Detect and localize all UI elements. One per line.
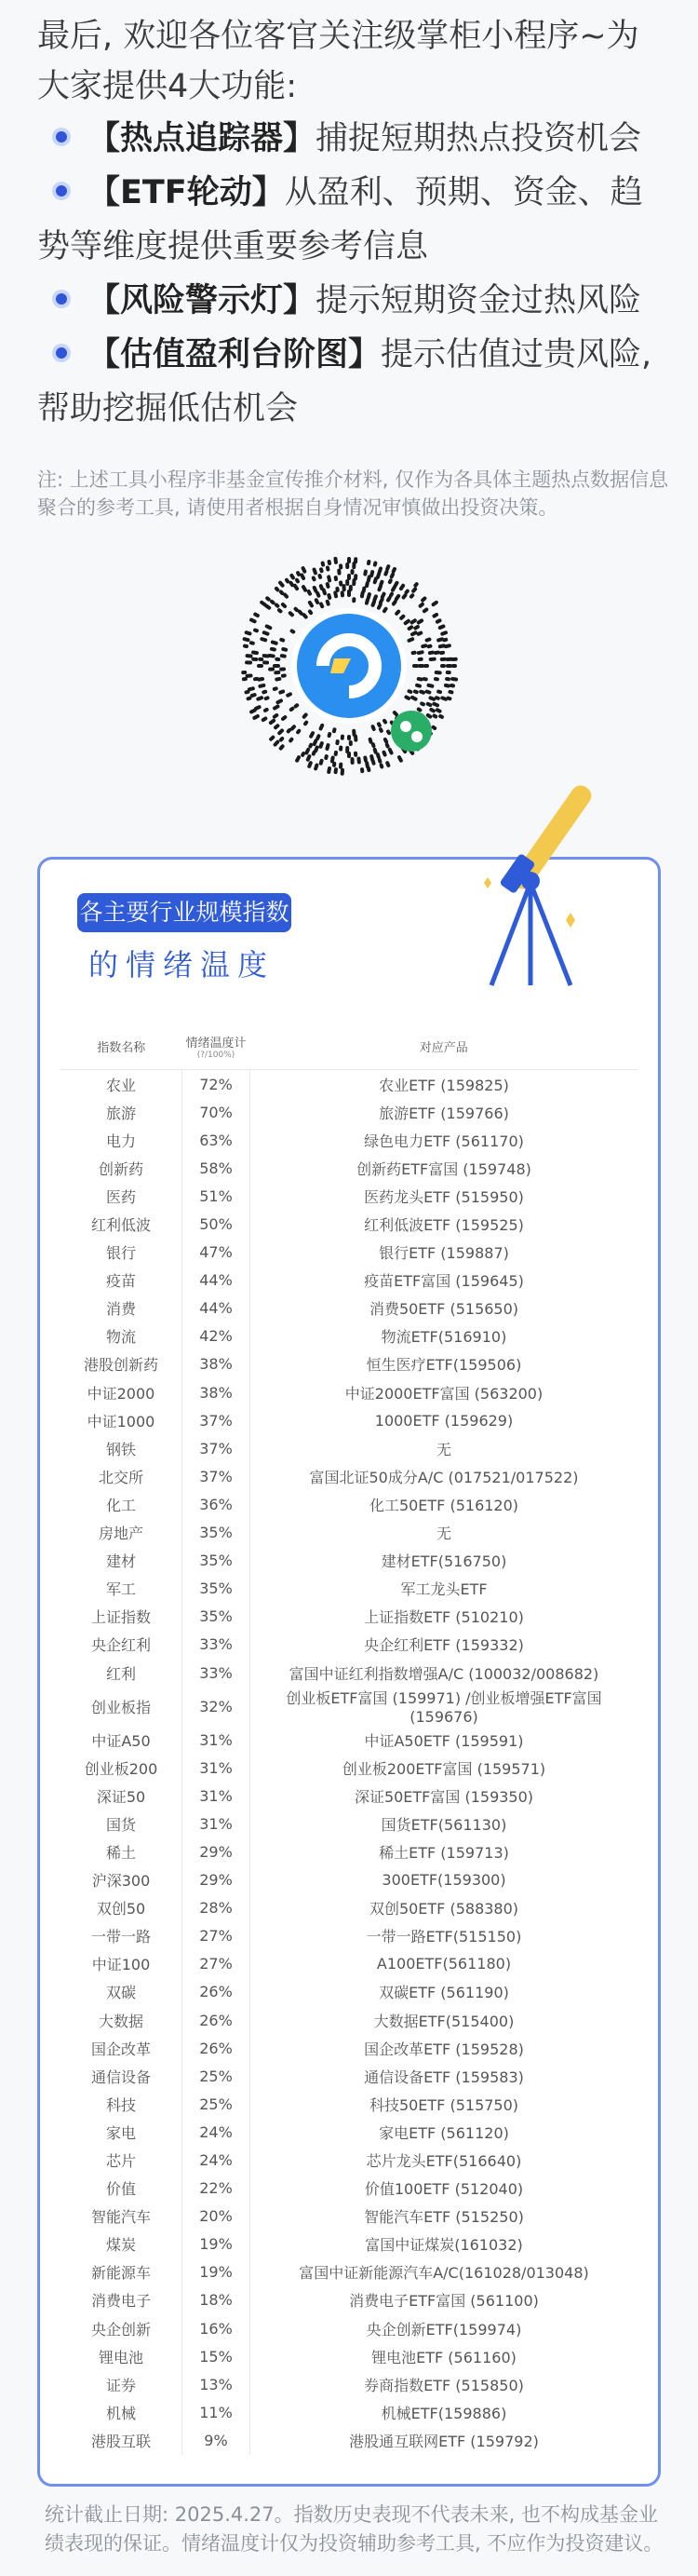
feature-desc: 从盈利、预期、资金、趋势等维度提供重要参考信息 bbox=[37, 174, 643, 265]
table-row bbox=[60, 2062, 638, 2090]
temperature-cell: 58% bbox=[182, 1154, 250, 1182]
table-row bbox=[60, 2398, 638, 2426]
table-row bbox=[60, 2342, 638, 2370]
temperature-cell: 31% bbox=[182, 1782, 250, 1810]
product-cell: 国货ETF(561130) bbox=[381, 1815, 507, 1834]
temperature-cell: 29% bbox=[182, 1837, 250, 1865]
product-cell: 旅游ETF (159766) bbox=[379, 1104, 509, 1122]
table-row bbox=[60, 1978, 638, 2006]
feature-title: 【热点追踪器】 bbox=[87, 120, 316, 157]
index-name-cell: 房地产 bbox=[98, 1525, 143, 1543]
table-row bbox=[60, 2426, 638, 2454]
temperature-cell: 25% bbox=[182, 2090, 250, 2118]
index-name-cell: 农业 bbox=[105, 1076, 136, 1094]
feature-desc: 提示短期资金过热风险 bbox=[315, 282, 642, 319]
table-row bbox=[60, 1837, 638, 1865]
table-row bbox=[60, 2034, 638, 2062]
index-name-cell: 央企红利 bbox=[90, 1636, 151, 1655]
index-name-cell: 央企创新 bbox=[90, 2320, 151, 2339]
telescope-icon bbox=[473, 771, 622, 995]
product-cell: 大数据ETF(515400) bbox=[373, 2012, 515, 2030]
table-body bbox=[60, 1070, 638, 2455]
footnote: 统计截止日期: 2025.4.27。指数历史表现不代表未来, 也不构成基金业绩表现的保证。情绪温度计仅为投资辅助参考工具, 不应作为投资建议。 bbox=[45, 2503, 664, 2555]
index-name-cell: 新能源车 bbox=[90, 2264, 151, 2283]
product-cell: 双碳ETF (561190) bbox=[379, 1984, 509, 2002]
table-row bbox=[60, 2258, 638, 2286]
temperature-cell: 37% bbox=[182, 1434, 250, 1462]
table-row bbox=[60, 1378, 638, 1406]
temperature-cell: 28% bbox=[182, 1894, 250, 1922]
table-row bbox=[60, 1866, 638, 1894]
index-name-cell: 中证A50 bbox=[91, 1731, 151, 1750]
product-cell: 券商指数ETF (515850) bbox=[364, 2376, 524, 2394]
feature-list bbox=[37, 112, 670, 436]
product-cell: 上证指数ETF (510210) bbox=[364, 1608, 524, 1627]
index-name-cell: 建材 bbox=[105, 1552, 136, 1571]
table-row bbox=[60, 1754, 638, 1782]
product-cell: 创业板200ETF富国 (159571) bbox=[342, 1759, 546, 1778]
table-row bbox=[60, 1154, 638, 1182]
product-cell: 疫苗ETF富国 (159645) bbox=[364, 1272, 524, 1291]
product-cell: 港股通互联网ETF (159792) bbox=[349, 2432, 539, 2450]
index-name-cell: 家电 bbox=[105, 2123, 136, 2142]
index-name-cell: 中证1000 bbox=[87, 1412, 155, 1430]
temperature-cell: 29% bbox=[182, 1866, 250, 1894]
table-row bbox=[60, 2370, 638, 2398]
temperature-cell: 20% bbox=[182, 2203, 250, 2230]
index-name-cell: 红利低波 bbox=[90, 1216, 151, 1235]
product-cell: 锂电池ETF (561160) bbox=[371, 2348, 517, 2366]
index-name-cell: 中证100 bbox=[91, 1956, 151, 1974]
index-name-cell: 旅游 bbox=[105, 1104, 136, 1122]
table-row bbox=[60, 2175, 638, 2203]
temperature-cell: 22% bbox=[182, 2175, 250, 2203]
temperature-cell: 47% bbox=[182, 1239, 250, 1267]
header-product: 对应产品 bbox=[250, 1023, 638, 1070]
product-cell: 中证2000ETF富国 (563200) bbox=[344, 1384, 544, 1403]
intro-section bbox=[37, 11, 670, 436]
product-cell: 芯片龙头ETF(516640) bbox=[366, 2152, 522, 2171]
feature-item bbox=[37, 112, 670, 166]
sentiment-card bbox=[37, 857, 661, 2487]
index-name-cell: 科技 bbox=[105, 2095, 136, 2114]
index-name-cell: 港股互联 bbox=[90, 2432, 151, 2450]
table-row bbox=[60, 2006, 638, 2034]
temperature-cell: 70% bbox=[182, 1098, 250, 1126]
product-cell: 1000ETF (159629) bbox=[374, 1411, 514, 1430]
table-row bbox=[60, 1726, 638, 1754]
index-name-cell: 化工 bbox=[105, 1496, 136, 1514]
temperature-cell: 63% bbox=[182, 1126, 250, 1154]
temperature-cell: 37% bbox=[182, 1462, 250, 1490]
feature-item bbox=[37, 274, 670, 328]
header-index-name: 指数名称 bbox=[60, 1023, 182, 1070]
feature-item bbox=[37, 328, 670, 436]
table-row bbox=[60, 1182, 638, 1210]
product-cell: 创新药ETF富国 (159748) bbox=[356, 1159, 531, 1178]
table-row bbox=[60, 1687, 638, 1726]
header-temperature: 情绪温度计 (?/100%) bbox=[182, 1023, 250, 1070]
product-cell: 央企红利ETF (159332) bbox=[364, 1636, 524, 1655]
index-name-cell: 医药 bbox=[105, 1187, 136, 1206]
bullet-icon bbox=[56, 131, 67, 142]
product-cell: 智能汽车ETF (515250) bbox=[364, 2208, 524, 2227]
table-row bbox=[60, 1519, 638, 1547]
temperature-cell: 24% bbox=[182, 2146, 250, 2174]
product-cell: 科技50ETF (515750) bbox=[369, 2095, 519, 2114]
index-name-cell: 深证50 bbox=[96, 1787, 146, 1806]
table-row bbox=[60, 1922, 638, 1950]
table-row bbox=[60, 1782, 638, 1810]
card-title: 各主要行业规模指数 bbox=[77, 893, 291, 932]
product-cell: 消费50ETF (515650) bbox=[369, 1300, 519, 1319]
index-name-cell: 创业板指 bbox=[90, 1698, 151, 1716]
product-cell: 中证A50ETF (159591) bbox=[364, 1731, 524, 1750]
table-row bbox=[60, 1322, 638, 1350]
bullet-icon bbox=[56, 185, 67, 197]
table-row bbox=[60, 1210, 638, 1238]
product-cell: 富国中证新能源汽车A/C(161028/013048) bbox=[299, 2264, 589, 2283]
temperature-cell: 31% bbox=[182, 1810, 250, 1837]
temperature-cell: 33% bbox=[182, 1631, 250, 1659]
index-name-cell: 价值 bbox=[105, 2180, 136, 2199]
product-cell: 价值100ETF (512040) bbox=[364, 2180, 524, 2199]
temperature-cell: 31% bbox=[182, 1726, 250, 1754]
table-row bbox=[60, 2286, 638, 2314]
bullet-icon bbox=[56, 293, 67, 305]
product-cell: 化工50ETF (516120) bbox=[369, 1496, 519, 1514]
feature-title: 【估值盈利台阶图】 bbox=[87, 336, 382, 373]
index-name-cell: 银行 bbox=[105, 1244, 136, 1263]
index-name-cell: 消费电子 bbox=[90, 2292, 151, 2311]
table-row bbox=[60, 1070, 638, 1099]
product-cell: 通信设备ETF (159583) bbox=[364, 2068, 524, 2086]
temperature-cell: 37% bbox=[182, 1406, 250, 1434]
temperature-cell: 9% bbox=[182, 2426, 250, 2454]
temperature-cell: 51% bbox=[182, 1182, 250, 1210]
product-cell: 稀土ETF (159713) bbox=[379, 1843, 509, 1862]
intro-text: 最后, 欢迎各位客官关注级掌柜小程序~为大家提供4大功能: bbox=[37, 18, 639, 105]
index-name-cell: 创业板200 bbox=[84, 1759, 158, 1778]
feature-desc: 提示估值过贵风险, 帮助挖掘低估机会 bbox=[37, 336, 652, 427]
temperature-cell: 35% bbox=[182, 1603, 250, 1631]
product-cell: 双创50ETF (588380) bbox=[369, 1900, 519, 1918]
product-cell: 绿色电力ETF (561170) bbox=[364, 1132, 524, 1150]
temperature-cell: 25% bbox=[182, 2062, 250, 2090]
temperature-cell: 19% bbox=[182, 2230, 250, 2258]
temperature-cell: 35% bbox=[182, 1575, 250, 1603]
table-row bbox=[60, 1406, 638, 1434]
index-name-cell: 双创50 bbox=[96, 1900, 146, 1918]
table-row bbox=[60, 1659, 638, 1687]
product-cell: 300ETF(159300) bbox=[382, 1871, 506, 1890]
product-cell: 消费电子ETF富国 (561100) bbox=[349, 2292, 539, 2311]
index-name-cell: 疫苗 bbox=[105, 1272, 136, 1291]
product-cell: 深证50ETF富国 (159350) bbox=[354, 1787, 534, 1806]
temperature-cell: 27% bbox=[182, 1922, 250, 1950]
index-name-cell: 稀土 bbox=[105, 1843, 136, 1862]
index-name-cell: 煤炭 bbox=[105, 2236, 136, 2255]
index-name-cell: 创新药 bbox=[98, 1159, 143, 1178]
index-name-cell: 沪深300 bbox=[91, 1872, 151, 1891]
temperature-cell: 27% bbox=[182, 1950, 250, 1978]
table-row bbox=[60, 2230, 638, 2258]
table-row bbox=[60, 2118, 638, 2146]
temperature-cell: 38% bbox=[182, 1350, 250, 1378]
product-cell: 一带一路ETF(515150) bbox=[366, 1928, 522, 1946]
feature-title: 【ETF轮动】 bbox=[87, 174, 285, 211]
temperature-cell: 35% bbox=[182, 1519, 250, 1547]
product-cell: 家电ETF (561120) bbox=[379, 2123, 509, 2142]
mini-program-qr-code[interactable] bbox=[237, 554, 461, 778]
product-cell: A100ETF(561180) bbox=[376, 1955, 512, 1973]
table-row bbox=[60, 1126, 638, 1154]
index-name-cell: 国企改革 bbox=[90, 2040, 151, 2058]
product-cell: 机械ETF(159886) bbox=[381, 2404, 507, 2422]
table-row bbox=[60, 1631, 638, 1659]
temperature-cell: 42% bbox=[182, 1322, 250, 1350]
temperature-cell: 24% bbox=[182, 2118, 250, 2146]
product-cell: 军工龙头ETF bbox=[400, 1580, 488, 1599]
table-header bbox=[60, 1023, 638, 1070]
feature-item bbox=[37, 166, 670, 274]
temperature-cell: 16% bbox=[182, 2314, 250, 2342]
table-row bbox=[60, 1547, 638, 1575]
temperature-cell: 26% bbox=[182, 2006, 250, 2034]
product-cell: 富国北证50成分A/C (017521/017522) bbox=[309, 1468, 579, 1486]
index-name-cell: 国货 bbox=[105, 1815, 136, 1834]
disclaimer-note: 注: 上述工具小程序非基金宣传推介材料, 仅作为各具体主题热点数据信息聚合的参考工具, 请使用者根据自身情况审慎做出投资决策。 bbox=[37, 468, 669, 519]
table-row bbox=[60, 1490, 638, 1518]
product-cell: 无 bbox=[436, 1440, 451, 1458]
table-row bbox=[60, 1267, 638, 1295]
product-cell: 富国中证红利指数增强A/C (100032/008682) bbox=[289, 1664, 599, 1683]
temperature-cell: 38% bbox=[182, 1378, 250, 1406]
temperature-cell: 31% bbox=[182, 1754, 250, 1782]
feature-title: 【风险警示灯】 bbox=[87, 282, 316, 319]
temperature-cell: 15% bbox=[182, 2342, 250, 2370]
index-name-cell: 消费 bbox=[105, 1300, 136, 1319]
table-row bbox=[60, 2203, 638, 2230]
table-row bbox=[60, 1295, 638, 1322]
feature-desc: 捕捉短期热点投资机会 bbox=[315, 120, 642, 157]
product-cell: 红利低波ETF (159525) bbox=[364, 1216, 524, 1235]
table-row bbox=[60, 2090, 638, 2118]
index-name-cell: 电力 bbox=[105, 1132, 136, 1150]
temperature-cell: 44% bbox=[182, 1267, 250, 1295]
table-row bbox=[60, 2314, 638, 2342]
product-cell: 医药龙头ETF (515950) bbox=[364, 1187, 524, 1206]
table-row bbox=[60, 1894, 638, 1922]
temperature-cell: 36% bbox=[182, 1490, 250, 1518]
temperature-cell: 26% bbox=[182, 2034, 250, 2062]
index-name-cell: 大数据 bbox=[98, 2012, 143, 2030]
index-name-cell: 物流 bbox=[105, 1328, 136, 1347]
card-subtitle: 的情绪温度 bbox=[88, 947, 275, 983]
product-cell: 国企改革ETF (159528) bbox=[364, 2040, 524, 2058]
table-row bbox=[60, 1462, 638, 1490]
index-name-cell: 军工 bbox=[105, 1580, 136, 1599]
index-name-cell: 一带一路 bbox=[90, 1928, 151, 1946]
index-name-cell: 钢铁 bbox=[105, 1440, 136, 1458]
product-cell: 物流ETF(516910) bbox=[381, 1328, 507, 1347]
index-name-cell: 证券 bbox=[105, 2376, 136, 2394]
temperature-cell: 50% bbox=[182, 1210, 250, 1238]
index-name-cell: 红利 bbox=[105, 1664, 136, 1683]
product-cell: 创业板ETF富国 (159971) /创业板增强ETF富国 (159676) bbox=[286, 1689, 602, 1727]
table-row bbox=[60, 1350, 638, 1378]
product-cell: 农业ETF (159825) bbox=[379, 1076, 509, 1094]
table-row bbox=[60, 1239, 638, 1267]
index-name-cell: 上证指数 bbox=[90, 1608, 151, 1627]
table-row bbox=[60, 1603, 638, 1631]
temperature-cell: 26% bbox=[182, 1978, 250, 2006]
index-name-cell: 北交所 bbox=[98, 1468, 143, 1486]
temperature-cell: 11% bbox=[182, 2398, 250, 2426]
product-cell: 富国中证煤炭(161032) bbox=[365, 2236, 523, 2255]
temperature-cell: 13% bbox=[182, 2370, 250, 2398]
temperature-cell: 72% bbox=[182, 1070, 250, 1099]
table-row bbox=[60, 2146, 638, 2174]
table-row bbox=[60, 1098, 638, 1126]
temperature-cell: 19% bbox=[182, 2258, 250, 2286]
index-name-cell: 通信设备 bbox=[90, 2068, 151, 2086]
product-cell: 央企创新ETF(159974) bbox=[366, 2320, 522, 2339]
temperature-cell: 44% bbox=[182, 1295, 250, 1322]
bullet-icon bbox=[56, 347, 67, 359]
sentiment-table bbox=[60, 1023, 638, 2455]
index-name-cell: 双碳 bbox=[105, 1984, 136, 2002]
table-row bbox=[60, 1810, 638, 1837]
index-name-cell: 机械 bbox=[105, 2404, 136, 2422]
product-cell: 建材ETF(516750) bbox=[381, 1552, 507, 1571]
temperature-cell: 33% bbox=[182, 1659, 250, 1687]
table-row bbox=[60, 1950, 638, 1978]
index-name-cell: 中证2000 bbox=[87, 1384, 155, 1403]
index-name-cell: 芯片 bbox=[105, 2152, 136, 2171]
index-name-cell: 锂电池 bbox=[98, 2348, 143, 2366]
temperature-cell: 18% bbox=[182, 2286, 250, 2314]
index-name-cell: 智能汽车 bbox=[90, 2208, 151, 2227]
product-cell: 无 bbox=[436, 1525, 451, 1543]
temperature-cell: 32% bbox=[182, 1687, 250, 1726]
temperature-cell: 35% bbox=[182, 1547, 250, 1575]
table-row bbox=[60, 1434, 638, 1462]
product-cell: 银行ETF (159887) bbox=[379, 1244, 509, 1263]
product-cell: 恒生医疗ETF(159506) bbox=[366, 1356, 522, 1375]
index-name-cell: 港股创新药 bbox=[83, 1356, 158, 1375]
table-row bbox=[60, 1575, 638, 1603]
